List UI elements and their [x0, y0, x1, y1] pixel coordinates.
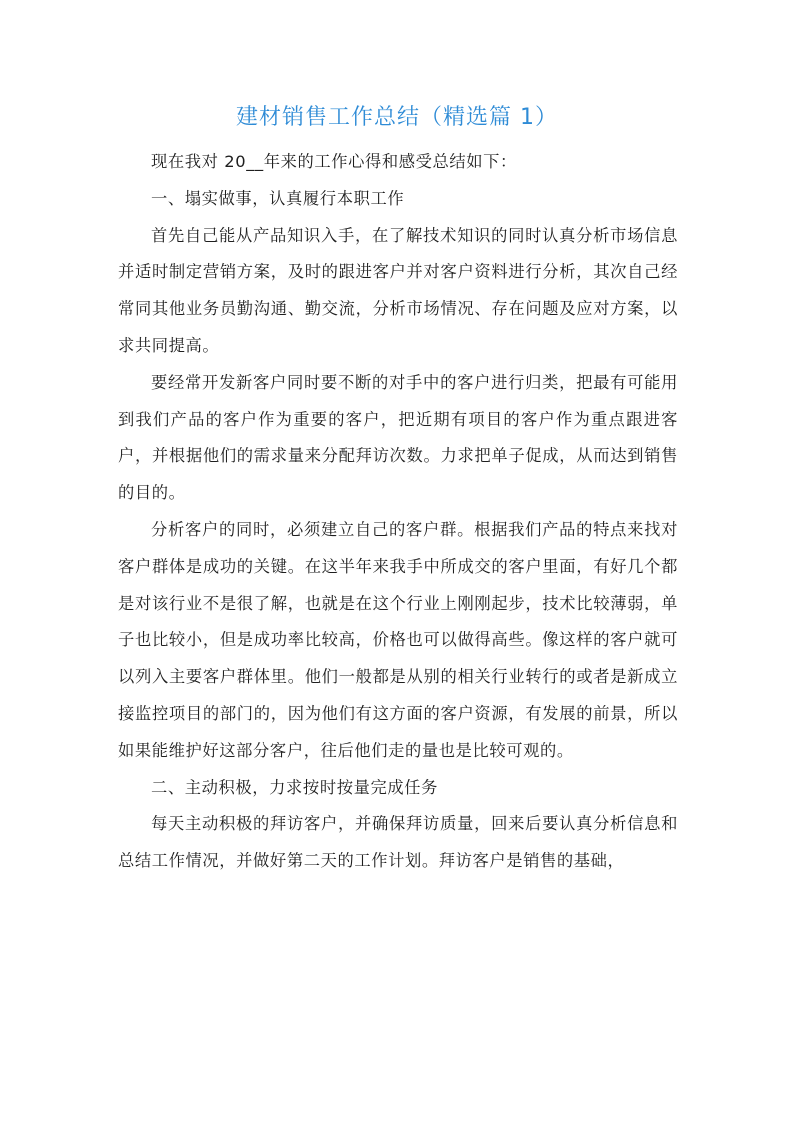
body-paragraph: 首先自己能从产品知识入手，在了解技术知识的同时认真分析市场信息并适时制定营销方案，及时的跟进客户并对客户资料进行分析，其次自己经常同其他业务员勤沟通、勤交流，分析市场情况、存在问题及应对方案，以求共同提高。 [118, 225, 678, 355]
section-heading-2: 二、主动积极，力求按时按量完成任务 [151, 777, 438, 797]
document-title: 建材销售工作总结（精选篇 1） [236, 105, 558, 130]
body-paragraph: 要经常开发新客户同时要不断的对手中的客户进行归类，把最有可能用到我们产品的客户作为重要的客户，把近期有项目的客户作为重点跟进客户，并根据他们的需求量来分配拜访次数。力求把单子促成，从而达到销售的目的。 [118, 372, 678, 503]
document-body [118, 144, 678, 880]
intro-paragraph: 现在我对 20__年来的工作心得和感受总结如下： [151, 152, 517, 171]
body-paragraph: 每天主动积极的拜访客户，并确保拜访质量，回来后要认真分析信息和总结工作情况，并做好第二天的工作计划。拜访客户是销售的基础， [118, 814, 678, 871]
body-paragraph: 分析客户的同时，必须建立自己的客户群。根据我们产品的特点来找对客户群体是成功的关键。在这半年来我手中所成交的客户里面，有好几个都是对该行业不是很了解，也就是在这个行业上刚刚起步，技术比较薄弱，单子也比较小，但是成功率比较高，价格也可以做得高些。像这样的客户就可以列入主要客户群体里。他们一般都是从别的相关行业转行的或者是新成立接监控项目的部门的，因为他们有这方面的客户资源，有发展的前景，所以如果能维护好这部分客户，往后他们走的量也是比较可观的。 [118, 519, 678, 760]
section-heading-1: 一、塌实做事，认真履行本职工作 [151, 188, 405, 208]
